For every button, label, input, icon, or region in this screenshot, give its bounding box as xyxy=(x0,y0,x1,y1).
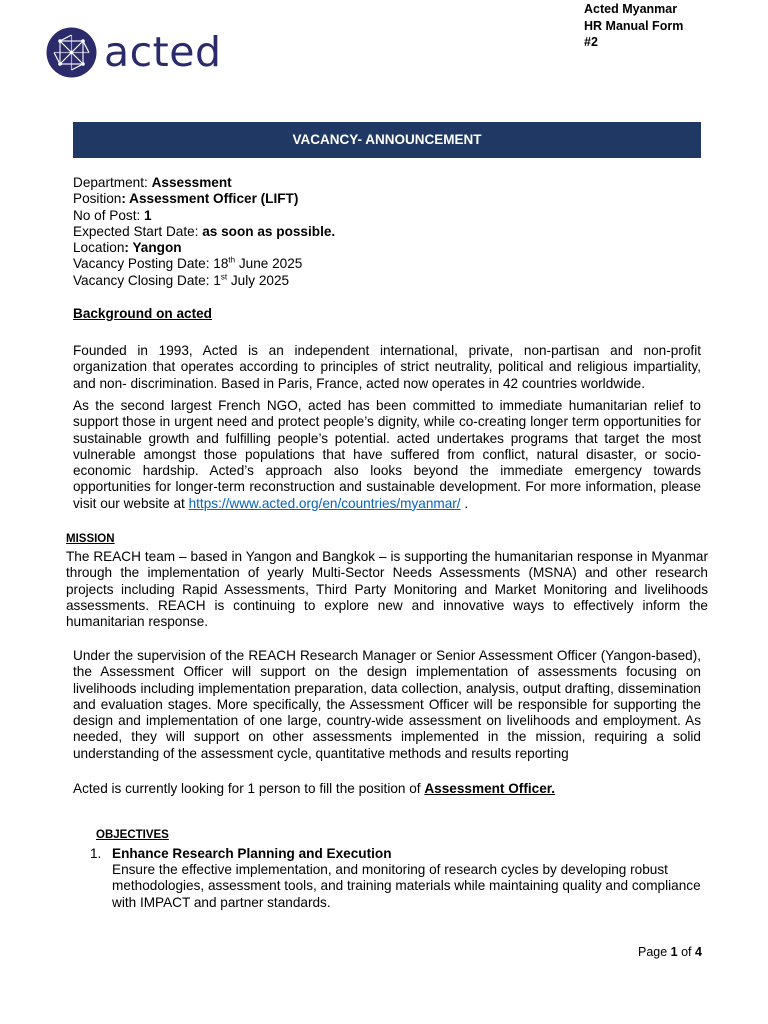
start-date-value: as soon as possible. xyxy=(202,223,336,239)
mission-paragraph-3-text: Acted is currently looking for 1 person to fill the position of xyxy=(73,781,425,796)
posting-date-suffix: th xyxy=(228,255,236,265)
position-value: : Assessment Officer (LIFT) xyxy=(121,191,299,207)
mission-heading: MISSION xyxy=(66,533,115,545)
acted-myanmar-link[interactable]: https://www.acted.org/en/countries/myanmar/ xyxy=(188,495,461,511)
form-number: #2 xyxy=(584,35,598,49)
page-current: 1 xyxy=(670,945,678,959)
acted-logo-icon xyxy=(46,27,97,78)
closing-date-rest: July 2025 xyxy=(227,272,290,288)
background-paragraph-2-text: As the second largest French NGO, acted has been committed to immediate humanitarian relief to support those in urgent need and protect people’s dignity, while co-creating longer term opportunities for sustainable growth and fulfilling people’s potential. acted undertakes programs that target the most vulnerable amongst those populations that have suffered from conflict, natural disaster, or socio-economic hardship. Acted’s approach also looks beyond the immediate emergency towards opportunities for longer-term reconstruction and sustainable development. For more information, please visit our website at xyxy=(73,398,701,511)
closing-date-suffix: st xyxy=(220,272,228,282)
start-date-line xyxy=(73,224,473,240)
posting-date-rest: June 2025 xyxy=(235,256,303,272)
vacancy-banner: VACANCY- ANNOUNCEMENT xyxy=(73,122,701,158)
posting-date-line xyxy=(73,256,473,272)
location-value: : Yangon xyxy=(124,240,182,256)
closing-date-line xyxy=(73,273,473,289)
posts-label: No of Post: xyxy=(73,207,145,223)
location-label: Location xyxy=(73,240,125,256)
start-date-label: Expected Start Date: xyxy=(73,223,203,239)
form-name: HR Manual Form xyxy=(584,18,684,33)
posts-line xyxy=(73,208,473,224)
posts-value: 1 xyxy=(144,207,152,223)
page-number xyxy=(638,945,702,959)
background-paragraph-1: Founded in 1993, Acted is an independent international, private, non-partisan and non-profit organization that operates according to principles of strict neutrality, political and religious impartiality, and non- discrimination. Based in Paris, France, acted now operates in 42 countries worldwide. xyxy=(73,343,701,391)
department-label: Department: xyxy=(73,175,152,190)
mission-paragraph-2: Under the supervision of the REACH Research Manager or Senior Assessment Officer (Yangon-based), the Assessment Officer will support on the design implementation of assessments focusing on livelihoods including implementation preparation, data collection, analysis, output drafting, dissemination and evaluation stages. More specifically, the Assessment Officer will be responsible for supporting the design and implementation of one large, country-wide assessment on livelihoods and employment. As needed, they will support on other assessments implemented in the mission, requiring a solid understanding of the assessment cycle, quantitative methods and results reporting xyxy=(73,648,701,761)
department-line xyxy=(73,175,473,191)
objective-body: Ensure the effective implementation, and monitoring of research cycles by developing robust methodologies, assessment tools, and training materials while maintaining quality and compliance with IMPACT and partner standards. xyxy=(112,862,701,910)
mission-paragraph-3 xyxy=(73,781,701,797)
vacancy-details xyxy=(73,175,473,289)
objective-title: Enhance Research Planning and Execution xyxy=(112,846,392,861)
department-value: Assessment xyxy=(151,175,232,190)
page-label: Page xyxy=(638,945,671,959)
objectives-heading: OBJECTIVES xyxy=(96,829,169,841)
background-paragraph-2-end: . xyxy=(460,495,469,511)
closing-date-label: Vacancy Closing Date: 1 xyxy=(73,272,221,288)
mission-paragraph-1: The REACH team – based in Yangon and Bangkok – is supporting the humanitarian response in Myanmar through the implementation of yearly Multi-Sector Needs Assessments (MSNA) and other research projects including Rapid Assessments, Third Party Monitoring and Market Monitoring and livelihoods assessments. REACH is continuing to explore new and innovative ways to effectively inform the humanitarian response. xyxy=(66,549,708,630)
location-line xyxy=(73,240,473,256)
background-paragraph-2 xyxy=(73,398,701,512)
org-name: Acted Myanmar xyxy=(584,2,678,16)
page-total: 4 xyxy=(695,945,702,959)
position-title-emphasis: Assessment Officer. xyxy=(424,781,556,796)
position-label: Position xyxy=(73,191,122,207)
page-of-label: of xyxy=(677,945,695,959)
background-heading: Background on acted xyxy=(73,306,212,321)
position-line xyxy=(73,191,473,207)
posting-date-label: Vacancy Posting Date: 18 xyxy=(73,256,229,272)
logo-wordmark: acted xyxy=(104,28,222,76)
acted-logo xyxy=(46,27,246,81)
objective-number: 1. xyxy=(90,846,102,861)
form-reference xyxy=(584,1,683,51)
